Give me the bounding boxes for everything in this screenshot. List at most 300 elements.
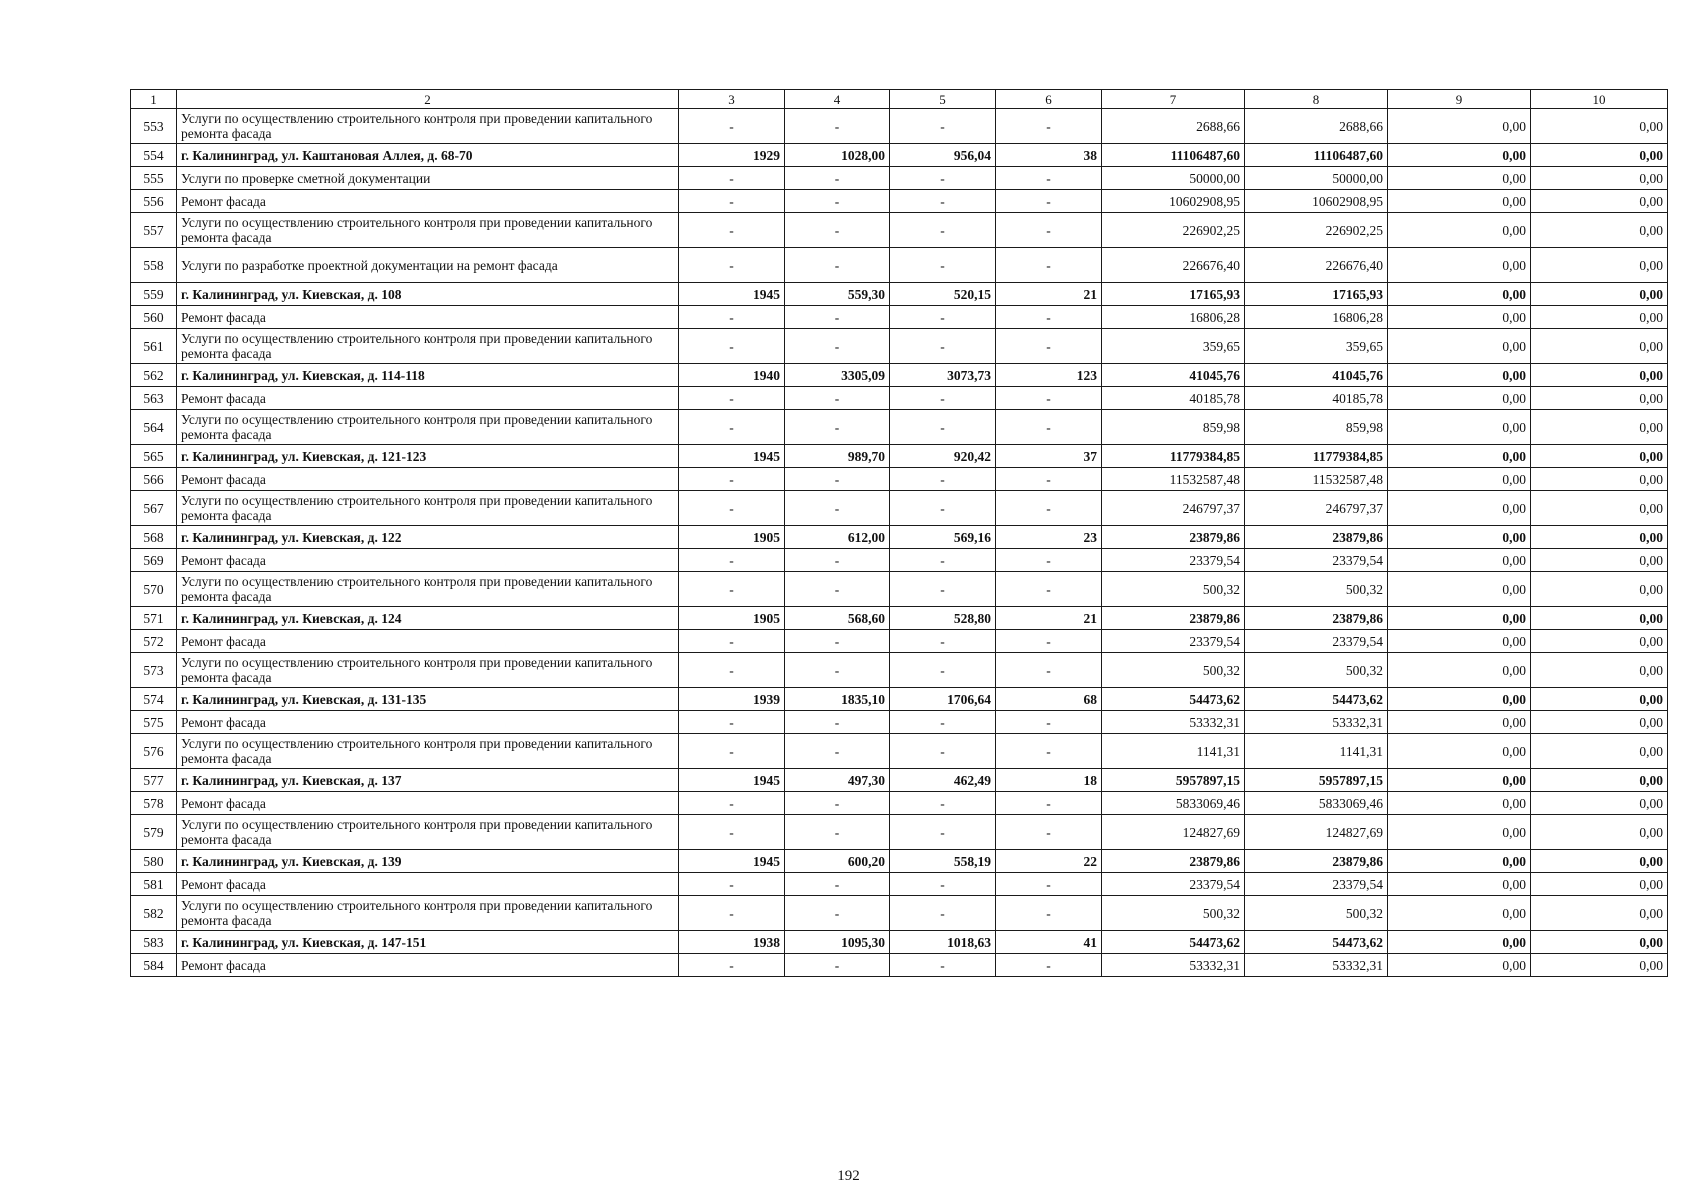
living-area-cell: - (890, 190, 996, 213)
total-area-cell: 1835,10 (785, 688, 890, 711)
cost-budget-cell: 0,00 (1388, 607, 1531, 630)
cost-budget-cell: 0,00 (1388, 491, 1531, 526)
living-area-cell: - (890, 792, 996, 815)
living-area-cell: - (890, 491, 996, 526)
cost-budget-cell: 0,00 (1388, 213, 1531, 248)
cost-budget-cell: 0,00 (1388, 734, 1531, 769)
cost-fund-cell: 500,32 (1245, 653, 1388, 688)
year-cell: 1938 (679, 931, 785, 954)
residents-cell: - (996, 109, 1102, 144)
cost-owners-cell: 0,00 (1531, 491, 1668, 526)
year-cell: 1940 (679, 364, 785, 387)
cost-total-cell: 5833069,46 (1102, 792, 1245, 815)
cost-total-cell: 41045,76 (1102, 364, 1245, 387)
living-area-cell: 956,04 (890, 144, 996, 167)
cost-fund-cell: 54473,62 (1245, 931, 1388, 954)
living-area-cell: 3073,73 (890, 364, 996, 387)
table-row (131, 896, 1668, 931)
cost-fund-cell: 23379,54 (1245, 873, 1388, 896)
cost-total-cell: 23379,54 (1102, 549, 1245, 572)
column-header: 5 (890, 90, 996, 109)
row-number-cell: 567 (131, 491, 177, 526)
cost-fund-cell: 11779384,85 (1245, 445, 1388, 468)
residents-cell: - (996, 549, 1102, 572)
item-name-cell: Ремонт фасада (177, 549, 679, 572)
year-cell: - (679, 167, 785, 190)
total-area-cell: 612,00 (785, 526, 890, 549)
item-name-cell: г. Калининград, ул. Киевская, д. 121-123 (177, 445, 679, 468)
item-name-cell: г. Калининград, ул. Киевская, д. 139 (177, 850, 679, 873)
residents-cell: - (996, 711, 1102, 734)
cost-budget-cell: 0,00 (1388, 109, 1531, 144)
residents-cell: - (996, 815, 1102, 850)
cost-total-cell: 54473,62 (1102, 688, 1245, 711)
table-row (131, 873, 1668, 896)
cost-budget-cell: 0,00 (1388, 364, 1531, 387)
item-name-cell: Услуги по осуществлению строительного контроля при проведении капитального ремонта фасада (177, 815, 679, 850)
total-area-cell: - (785, 954, 890, 977)
cost-fund-cell: 1141,31 (1245, 734, 1388, 769)
total-area-cell: 989,70 (785, 445, 890, 468)
total-area-cell: 559,30 (785, 283, 890, 306)
data-table (130, 89, 1668, 977)
total-area-cell: - (785, 109, 890, 144)
living-area-cell: 1706,64 (890, 688, 996, 711)
table-row (131, 410, 1668, 445)
cost-owners-cell: 0,00 (1531, 248, 1668, 283)
cost-total-cell: 40185,78 (1102, 387, 1245, 410)
cost-total-cell: 500,32 (1102, 653, 1245, 688)
cost-total-cell: 23879,86 (1102, 850, 1245, 873)
year-cell: 1929 (679, 144, 785, 167)
total-area-cell: 3305,09 (785, 364, 890, 387)
total-area-cell: - (785, 387, 890, 410)
residents-cell: 23 (996, 526, 1102, 549)
column-header: 8 (1245, 90, 1388, 109)
total-area-cell: - (785, 248, 890, 283)
cost-owners-cell: 0,00 (1531, 572, 1668, 607)
cost-owners-cell: 0,00 (1531, 873, 1668, 896)
item-name-cell: Ремонт фасада (177, 711, 679, 734)
cost-owners-cell: 0,00 (1531, 364, 1668, 387)
item-name-cell: г. Калининград, ул. Киевская, д. 108 (177, 283, 679, 306)
residents-cell: - (996, 190, 1102, 213)
item-name-cell: Ремонт фасада (177, 630, 679, 653)
row-number-cell: 584 (131, 954, 177, 977)
column-header: 9 (1388, 90, 1531, 109)
residents-cell: - (996, 896, 1102, 931)
cost-fund-cell: 500,32 (1245, 572, 1388, 607)
table-row (131, 283, 1668, 306)
living-area-cell: - (890, 873, 996, 896)
year-cell: - (679, 711, 785, 734)
total-area-cell: - (785, 468, 890, 491)
row-number-cell: 562 (131, 364, 177, 387)
item-name-cell: г. Калининград, ул. Киевская, д. 137 (177, 769, 679, 792)
row-number-cell: 553 (131, 109, 177, 144)
cost-total-cell: 17165,93 (1102, 283, 1245, 306)
cost-budget-cell: 0,00 (1388, 572, 1531, 607)
year-cell: - (679, 734, 785, 769)
table-row (131, 526, 1668, 549)
living-area-cell: - (890, 711, 996, 734)
living-area-cell: 520,15 (890, 283, 996, 306)
item-name-cell: Ремонт фасада (177, 468, 679, 491)
cost-budget-cell: 0,00 (1388, 769, 1531, 792)
cost-owners-cell: 0,00 (1531, 468, 1668, 491)
living-area-cell: - (890, 815, 996, 850)
row-number-cell: 570 (131, 572, 177, 607)
year-cell: - (679, 815, 785, 850)
cost-owners-cell: 0,00 (1531, 283, 1668, 306)
year-cell: - (679, 896, 785, 931)
cost-owners-cell: 0,00 (1531, 815, 1668, 850)
cost-fund-cell: 859,98 (1245, 410, 1388, 445)
cost-budget-cell: 0,00 (1388, 815, 1531, 850)
living-area-cell: 528,80 (890, 607, 996, 630)
year-cell: - (679, 410, 785, 445)
year-cell: - (679, 190, 785, 213)
cost-total-cell: 23379,54 (1102, 873, 1245, 896)
table-row (131, 653, 1668, 688)
living-area-cell: - (890, 387, 996, 410)
item-name-cell: Услуги по разработке проектной документации на ремонт фасада (177, 248, 679, 283)
cost-budget-cell: 0,00 (1388, 549, 1531, 572)
total-area-cell: - (785, 630, 890, 653)
cost-owners-cell: 0,00 (1531, 306, 1668, 329)
cost-owners-cell: 0,00 (1531, 526, 1668, 549)
row-number-cell: 578 (131, 792, 177, 815)
column-header: 4 (785, 90, 890, 109)
residents-cell: - (996, 329, 1102, 364)
cost-budget-cell: 0,00 (1388, 896, 1531, 931)
table-row (131, 190, 1668, 213)
item-name-cell: Услуги по осуществлению строительного контроля при проведении капитального ремонта фасада (177, 410, 679, 445)
table-row (131, 109, 1668, 144)
cost-budget-cell: 0,00 (1388, 792, 1531, 815)
item-name-cell: Услуги по осуществлению строительного контроля при проведении капитального ремонта фасада (177, 653, 679, 688)
cost-total-cell: 23879,86 (1102, 607, 1245, 630)
cost-budget-cell: 0,00 (1388, 387, 1531, 410)
living-area-cell: - (890, 410, 996, 445)
item-name-cell: Ремонт фасада (177, 387, 679, 410)
residents-cell: - (996, 491, 1102, 526)
item-name-cell: Услуги по осуществлению строительного контроля при проведении капитального ремонта фасада (177, 896, 679, 931)
page-number: 192 (837, 1168, 860, 1184)
living-area-cell: - (890, 572, 996, 607)
residents-cell: 22 (996, 850, 1102, 873)
cost-owners-cell: 0,00 (1531, 410, 1668, 445)
cost-owners-cell: 0,00 (1531, 387, 1668, 410)
cost-owners-cell: 0,00 (1531, 549, 1668, 572)
cost-fund-cell: 23379,54 (1245, 630, 1388, 653)
total-area-cell: - (785, 491, 890, 526)
row-number-cell: 556 (131, 190, 177, 213)
cost-owners-cell: 0,00 (1531, 688, 1668, 711)
cost-budget-cell: 0,00 (1388, 167, 1531, 190)
living-area-cell: 558,19 (890, 850, 996, 873)
cost-budget-cell: 0,00 (1388, 931, 1531, 954)
column-header: 3 (679, 90, 785, 109)
cost-total-cell: 23879,86 (1102, 526, 1245, 549)
cost-budget-cell: 0,00 (1388, 873, 1531, 896)
residents-cell: - (996, 410, 1102, 445)
cost-owners-cell: 0,00 (1531, 954, 1668, 977)
cost-budget-cell: 0,00 (1388, 630, 1531, 653)
total-area-cell: - (785, 896, 890, 931)
cost-total-cell: 23379,54 (1102, 630, 1245, 653)
residents-cell: - (996, 653, 1102, 688)
table-row (131, 549, 1668, 572)
cost-total-cell: 1141,31 (1102, 734, 1245, 769)
item-name-cell: Ремонт фасада (177, 873, 679, 896)
year-cell: - (679, 491, 785, 526)
cost-fund-cell: 124827,69 (1245, 815, 1388, 850)
total-area-cell: - (785, 734, 890, 769)
residents-cell: - (996, 873, 1102, 896)
cost-owners-cell: 0,00 (1531, 769, 1668, 792)
item-name-cell: Ремонт фасада (177, 306, 679, 329)
residents-cell: - (996, 734, 1102, 769)
total-area-cell: 497,30 (785, 769, 890, 792)
cost-fund-cell: 10602908,95 (1245, 190, 1388, 213)
row-number-cell: 559 (131, 283, 177, 306)
table-row (131, 630, 1668, 653)
cost-owners-cell: 0,00 (1531, 329, 1668, 364)
cost-total-cell: 500,32 (1102, 572, 1245, 607)
cost-total-cell: 359,65 (1102, 329, 1245, 364)
cost-budget-cell: 0,00 (1388, 468, 1531, 491)
cost-fund-cell: 246797,37 (1245, 491, 1388, 526)
cost-owners-cell: 0,00 (1531, 190, 1668, 213)
cost-fund-cell: 2688,66 (1245, 109, 1388, 144)
total-area-cell: - (785, 792, 890, 815)
residents-cell: 18 (996, 769, 1102, 792)
residents-cell: - (996, 213, 1102, 248)
cost-budget-cell: 0,00 (1388, 190, 1531, 213)
year-cell: - (679, 792, 785, 815)
row-number-cell: 554 (131, 144, 177, 167)
living-area-cell: 462,49 (890, 769, 996, 792)
year-cell: 1945 (679, 445, 785, 468)
cost-owners-cell: 0,00 (1531, 734, 1668, 769)
residents-cell: - (996, 387, 1102, 410)
total-area-cell: - (785, 653, 890, 688)
table-row (131, 954, 1668, 977)
year-cell: 1945 (679, 283, 785, 306)
year-cell: - (679, 387, 785, 410)
residents-cell: 21 (996, 283, 1102, 306)
year-cell: 1945 (679, 769, 785, 792)
row-number-cell: 576 (131, 734, 177, 769)
cost-budget-cell: 0,00 (1388, 144, 1531, 167)
cost-owners-cell: 0,00 (1531, 653, 1668, 688)
item-name-cell: Услуги по осуществлению строительного контроля при проведении капитального ремонта фасада (177, 213, 679, 248)
cost-fund-cell: 500,32 (1245, 896, 1388, 931)
item-name-cell: г. Калининград, ул. Киевская, д. 122 (177, 526, 679, 549)
living-area-cell: - (890, 329, 996, 364)
total-area-cell: 568,60 (785, 607, 890, 630)
cost-fund-cell: 226676,40 (1245, 248, 1388, 283)
year-cell: - (679, 873, 785, 896)
row-number-cell: 581 (131, 873, 177, 896)
living-area-cell: - (890, 896, 996, 931)
row-number-cell: 577 (131, 769, 177, 792)
year-cell: 1945 (679, 850, 785, 873)
cost-owners-cell: 0,00 (1531, 896, 1668, 931)
cost-fund-cell: 23879,86 (1245, 526, 1388, 549)
item-name-cell: Ремонт фасада (177, 954, 679, 977)
table-row (131, 850, 1668, 873)
residents-cell: - (996, 468, 1102, 491)
residents-cell: 41 (996, 931, 1102, 954)
residents-cell: - (996, 630, 1102, 653)
cost-total-cell: 11779384,85 (1102, 445, 1245, 468)
cost-owners-cell: 0,00 (1531, 630, 1668, 653)
table-row (131, 931, 1668, 954)
cost-fund-cell: 23879,86 (1245, 850, 1388, 873)
table-row (131, 792, 1668, 815)
table-row (131, 734, 1668, 769)
living-area-cell: - (890, 630, 996, 653)
item-name-cell: Услуги по осуществлению строительного контроля при проведении капитального ремонта фасада (177, 491, 679, 526)
residents-cell: 123 (996, 364, 1102, 387)
cost-owners-cell: 0,00 (1531, 711, 1668, 734)
cost-budget-cell: 0,00 (1388, 306, 1531, 329)
table-row (131, 688, 1668, 711)
item-name-cell: Услуги по осуществлению строительного контроля при проведении капитального ремонта фасада (177, 329, 679, 364)
total-area-cell: - (785, 167, 890, 190)
year-cell: - (679, 329, 785, 364)
residents-cell: - (996, 248, 1102, 283)
cost-total-cell: 500,32 (1102, 896, 1245, 931)
table-row (131, 167, 1668, 190)
cost-budget-cell: 0,00 (1388, 410, 1531, 445)
item-name-cell: Ремонт фасада (177, 190, 679, 213)
year-cell: - (679, 468, 785, 491)
table-row (131, 815, 1668, 850)
total-area-cell: - (785, 329, 890, 364)
year-cell: 1905 (679, 526, 785, 549)
residents-cell: - (996, 306, 1102, 329)
table-row (131, 769, 1668, 792)
living-area-cell: 569,16 (890, 526, 996, 549)
cost-fund-cell: 40185,78 (1245, 387, 1388, 410)
cost-owners-cell: 0,00 (1531, 850, 1668, 873)
item-name-cell: Услуги по проверке сметной документации (177, 167, 679, 190)
living-area-cell: - (890, 167, 996, 190)
cost-owners-cell: 0,00 (1531, 931, 1668, 954)
cost-fund-cell: 11106487,60 (1245, 144, 1388, 167)
row-number-cell: 573 (131, 653, 177, 688)
row-number-cell: 568 (131, 526, 177, 549)
residents-cell: 68 (996, 688, 1102, 711)
residents-cell: 21 (996, 607, 1102, 630)
item-name-cell: г. Калининград, ул. Каштановая Аллея, д. 68-70 (177, 144, 679, 167)
header-row (131, 90, 1668, 109)
year-cell: 1939 (679, 688, 785, 711)
total-area-cell: - (785, 711, 890, 734)
item-name-cell: г. Калининград, ул. Киевская, д. 131-135 (177, 688, 679, 711)
row-number-cell: 563 (131, 387, 177, 410)
table-row (131, 213, 1668, 248)
total-area-cell: 600,20 (785, 850, 890, 873)
living-area-cell: - (890, 734, 996, 769)
table-row (131, 387, 1668, 410)
cost-budget-cell: 0,00 (1388, 711, 1531, 734)
item-name-cell: г. Калининград, ул. Киевская, д. 114-118 (177, 364, 679, 387)
residents-cell: 37 (996, 445, 1102, 468)
column-header: 6 (996, 90, 1102, 109)
cost-total-cell: 226902,25 (1102, 213, 1245, 248)
row-number-cell: 564 (131, 410, 177, 445)
cost-total-cell: 50000,00 (1102, 167, 1245, 190)
cost-fund-cell: 16806,28 (1245, 306, 1388, 329)
table-row (131, 711, 1668, 734)
living-area-cell: - (890, 653, 996, 688)
living-area-cell: - (890, 213, 996, 248)
total-area-cell: - (785, 572, 890, 607)
living-area-cell: - (890, 248, 996, 283)
cost-fund-cell: 226902,25 (1245, 213, 1388, 248)
cost-owners-cell: 0,00 (1531, 607, 1668, 630)
cost-fund-cell: 5833069,46 (1245, 792, 1388, 815)
row-number-cell: 579 (131, 815, 177, 850)
column-header: 10 (1531, 90, 1668, 109)
cost-owners-cell: 0,00 (1531, 445, 1668, 468)
cost-budget-cell: 0,00 (1388, 283, 1531, 306)
cost-owners-cell: 0,00 (1531, 213, 1668, 248)
cost-budget-cell: 0,00 (1388, 954, 1531, 977)
cost-total-cell: 859,98 (1102, 410, 1245, 445)
cost-fund-cell: 54473,62 (1245, 688, 1388, 711)
table-row (131, 329, 1668, 364)
cost-total-cell: 11532587,48 (1102, 468, 1245, 491)
cost-total-cell: 246797,37 (1102, 491, 1245, 526)
cost-fund-cell: 359,65 (1245, 329, 1388, 364)
row-number-cell: 574 (131, 688, 177, 711)
year-cell: - (679, 549, 785, 572)
cost-total-cell: 5957897,15 (1102, 769, 1245, 792)
cost-owners-cell: 0,00 (1531, 167, 1668, 190)
row-number-cell: 571 (131, 607, 177, 630)
year-cell: - (679, 630, 785, 653)
total-area-cell: - (785, 306, 890, 329)
residents-cell: - (996, 954, 1102, 977)
total-area-cell: - (785, 213, 890, 248)
cost-total-cell: 53332,31 (1102, 954, 1245, 977)
living-area-cell: - (890, 109, 996, 144)
table-row (131, 144, 1668, 167)
year-cell: 1905 (679, 607, 785, 630)
total-area-cell: - (785, 815, 890, 850)
item-name-cell: Услуги по осуществлению строительного контроля при проведении капитального ремонта фасада (177, 572, 679, 607)
table-row (131, 607, 1668, 630)
total-area-cell: - (785, 190, 890, 213)
cost-fund-cell: 41045,76 (1245, 364, 1388, 387)
total-area-cell: - (785, 873, 890, 896)
total-area-cell: 1095,30 (785, 931, 890, 954)
year-cell: - (679, 248, 785, 283)
table-row (131, 306, 1668, 329)
total-area-cell: - (785, 549, 890, 572)
cost-budget-cell: 0,00 (1388, 248, 1531, 283)
row-number-cell: 560 (131, 306, 177, 329)
cost-budget-cell: 0,00 (1388, 526, 1531, 549)
table-row (131, 445, 1668, 468)
row-number-cell: 582 (131, 896, 177, 931)
row-number-cell: 572 (131, 630, 177, 653)
